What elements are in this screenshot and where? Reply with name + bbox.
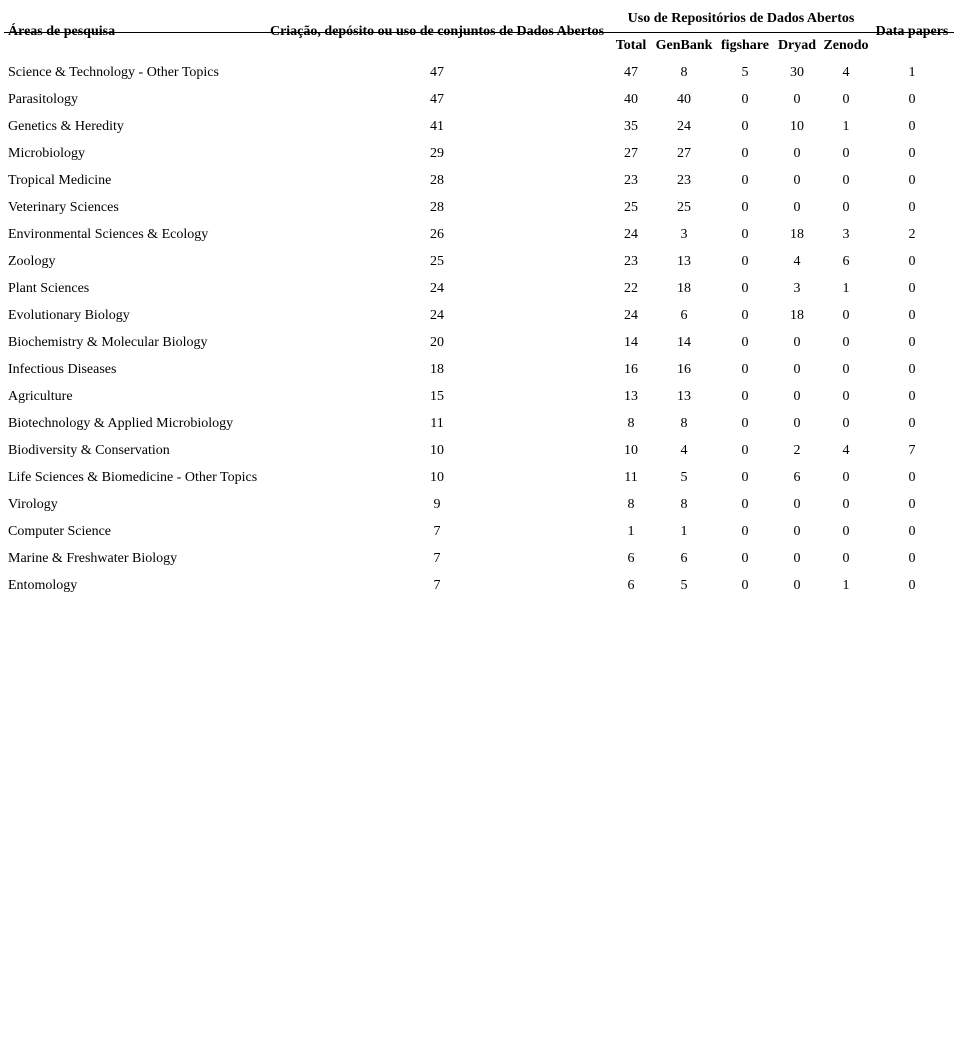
cell-figshare: 0 <box>741 173 749 188</box>
cell-data-papers: 0 <box>908 281 916 296</box>
cell-creation: 24 <box>430 308 444 323</box>
header-areas: Áreas de pesquisa <box>8 24 116 39</box>
cell-zenodo: 0 <box>842 146 850 161</box>
cell-figshare: 0 <box>741 470 749 485</box>
cell-dryad: 0 <box>793 497 801 512</box>
cell-dryad: 4 <box>793 254 801 269</box>
cell-data-papers: 0 <box>908 362 916 377</box>
cell-creation: 15 <box>430 389 444 404</box>
cell-creation: 41 <box>430 119 444 134</box>
table-row <box>0 200 957 227</box>
cell-figshare: 0 <box>741 416 749 431</box>
cell-area: Life Sciences & Biomedicine - Other Topics <box>8 470 258 485</box>
cell-zenodo: 1 <box>842 119 850 134</box>
cell-creation: 18 <box>430 362 444 377</box>
cell-figshare: 0 <box>741 227 749 242</box>
cell-dryad: 0 <box>793 200 801 215</box>
cell-area: Agriculture <box>8 389 73 404</box>
cell-data-papers: 0 <box>908 389 916 404</box>
cell-dryad: 0 <box>793 524 801 539</box>
cell-genbank: 1 <box>680 524 688 539</box>
cell-creation: 9 <box>433 497 441 512</box>
cell-creation: 10 <box>430 443 444 458</box>
cell-area: Biochemistry & Molecular Biology <box>8 335 208 350</box>
cell-data-papers: 0 <box>908 173 916 188</box>
cell-data-papers: 0 <box>908 551 916 566</box>
cell-total: 14 <box>624 335 638 350</box>
cell-area: Tropical Medicine <box>8 173 112 188</box>
cell-dryad: 0 <box>793 578 801 593</box>
cell-total: 24 <box>624 308 638 323</box>
cell-genbank: 8 <box>680 416 688 431</box>
cell-dryad: 10 <box>790 119 804 134</box>
cell-data-papers: 1 <box>908 65 916 80</box>
cell-total: 25 <box>624 200 638 215</box>
cell-genbank: 6 <box>680 551 688 566</box>
cell-creation: 47 <box>430 92 444 107</box>
header-zenodo: Zenodo <box>823 38 869 53</box>
cell-figshare: 0 <box>741 92 749 107</box>
cell-data-papers: 0 <box>908 470 916 485</box>
cell-zenodo: 0 <box>842 389 850 404</box>
cell-area: Parasitology <box>8 92 78 107</box>
cell-dryad: 0 <box>793 551 801 566</box>
cell-figshare: 0 <box>741 389 749 404</box>
cell-figshare: 0 <box>741 362 749 377</box>
cell-dryad: 3 <box>793 281 801 296</box>
cell-area: Zoology <box>8 254 56 269</box>
cell-figshare: 0 <box>741 578 749 593</box>
cell-genbank: 13 <box>677 389 691 404</box>
cell-genbank: 40 <box>677 92 691 107</box>
table-row <box>0 308 957 335</box>
cell-figshare: 0 <box>741 281 749 296</box>
cell-figshare: 0 <box>741 443 749 458</box>
cell-area: Entomology <box>8 578 78 593</box>
cell-area: Microbiology <box>8 146 85 161</box>
cell-zenodo: 4 <box>842 443 850 458</box>
header-repos-group: Uso de Repositórios de Dados Abertos <box>627 11 855 26</box>
cell-zenodo: 0 <box>842 173 850 188</box>
cell-creation: 28 <box>430 173 444 188</box>
cell-data-papers: 2 <box>908 227 916 242</box>
table-row <box>0 524 957 551</box>
cell-creation: 26 <box>430 227 444 242</box>
cell-area: Infectious Diseases <box>8 362 117 377</box>
cell-genbank: 27 <box>677 146 691 161</box>
cell-figshare: 0 <box>741 146 749 161</box>
cell-genbank: 4 <box>680 443 688 458</box>
cell-creation: 7 <box>433 524 441 539</box>
cell-total: 40 <box>624 92 638 107</box>
header-rule <box>4 32 954 33</box>
cell-dryad: 0 <box>793 389 801 404</box>
cell-total: 6 <box>627 551 635 566</box>
cell-total: 1 <box>627 524 635 539</box>
cell-total: 16 <box>624 362 638 377</box>
cell-dryad: 18 <box>790 227 804 242</box>
cell-total: 10 <box>624 443 638 458</box>
cell-creation: 7 <box>433 551 441 566</box>
cell-data-papers: 0 <box>908 146 916 161</box>
cell-zenodo: 0 <box>842 524 850 539</box>
cell-zenodo: 0 <box>842 200 850 215</box>
cell-genbank: 18 <box>677 281 691 296</box>
cell-figshare: 0 <box>741 524 749 539</box>
cell-creation: 20 <box>430 335 444 350</box>
cell-creation: 11 <box>430 416 444 431</box>
cell-figshare: 0 <box>741 551 749 566</box>
cell-data-papers: 0 <box>908 200 916 215</box>
cell-area: Evolutionary Biology <box>8 308 130 323</box>
cell-creation: 25 <box>430 254 444 269</box>
cell-figshare: 0 <box>741 497 749 512</box>
cell-data-papers: 0 <box>908 335 916 350</box>
cell-total: 47 <box>624 65 638 80</box>
cell-genbank: 6 <box>680 308 688 323</box>
table-row <box>0 362 957 389</box>
cell-zenodo: 4 <box>842 65 850 80</box>
cell-dryad: 6 <box>793 470 801 485</box>
cell-genbank: 14 <box>677 335 691 350</box>
header-genbank: GenBank <box>655 38 713 53</box>
cell-creation: 7 <box>433 578 441 593</box>
table-row <box>0 254 957 281</box>
table-row <box>0 227 957 254</box>
cell-genbank: 23 <box>677 173 691 188</box>
table-row <box>0 551 957 578</box>
cell-total: 23 <box>624 173 638 188</box>
cell-creation: 10 <box>430 470 444 485</box>
cell-total: 23 <box>624 254 638 269</box>
cell-zenodo: 3 <box>842 227 850 242</box>
cell-figshare: 0 <box>741 335 749 350</box>
cell-genbank: 13 <box>677 254 691 269</box>
cell-total: 8 <box>627 497 635 512</box>
table-row <box>0 416 957 443</box>
header-total: Total <box>615 38 647 53</box>
cell-area: Marine & Freshwater Biology <box>8 551 178 566</box>
table-row <box>0 389 957 416</box>
cell-creation: 47 <box>430 65 444 80</box>
cell-data-papers: 0 <box>908 497 916 512</box>
cell-zenodo: 1 <box>842 281 850 296</box>
cell-zenodo: 0 <box>842 416 850 431</box>
table-row <box>0 173 957 200</box>
cell-total: 6 <box>627 578 635 593</box>
table-row <box>0 578 957 605</box>
cell-dryad: 0 <box>793 92 801 107</box>
cell-area: Plant Sciences <box>8 281 90 296</box>
cell-total: 27 <box>624 146 638 161</box>
cell-creation: 24 <box>430 281 444 296</box>
header-figshare: figshare <box>721 38 769 53</box>
cell-zenodo: 0 <box>842 308 850 323</box>
cell-total: 35 <box>624 119 638 134</box>
cell-genbank: 25 <box>677 200 691 215</box>
cell-dryad: 30 <box>790 65 804 80</box>
cell-figshare: 0 <box>741 119 749 134</box>
cell-data-papers: 7 <box>908 443 916 458</box>
cell-zenodo: 0 <box>842 92 850 107</box>
table-row <box>0 146 957 173</box>
cell-data-papers: 0 <box>908 254 916 269</box>
cell-data-papers: 0 <box>908 578 916 593</box>
cell-zenodo: 0 <box>842 470 850 485</box>
cell-genbank: 8 <box>680 497 688 512</box>
cell-zenodo: 1 <box>842 578 850 593</box>
table-row <box>0 497 957 524</box>
cell-total: 13 <box>624 389 638 404</box>
table-row <box>0 470 957 497</box>
cell-zenodo: 6 <box>842 254 850 269</box>
table-row <box>0 92 957 119</box>
cell-area: Genetics & Heredity <box>8 119 124 134</box>
cell-area: Environmental Sciences & Ecology <box>8 227 209 242</box>
cell-total: 24 <box>624 227 638 242</box>
cell-zenodo: 0 <box>842 497 850 512</box>
table-row <box>0 443 957 470</box>
cell-zenodo: 0 <box>842 551 850 566</box>
cell-total: 22 <box>624 281 638 296</box>
table-row <box>0 119 957 146</box>
cell-zenodo: 0 <box>842 335 850 350</box>
cell-genbank: 5 <box>680 470 688 485</box>
cell-genbank: 3 <box>680 227 688 242</box>
table-row <box>0 281 957 308</box>
cell-total: 11 <box>624 470 638 485</box>
cell-area: Virology <box>8 497 58 512</box>
cell-genbank: 5 <box>680 578 688 593</box>
cell-dryad: 0 <box>793 362 801 377</box>
cell-figshare: 5 <box>741 65 749 80</box>
cell-zenodo: 0 <box>842 362 850 377</box>
header-dryad: Dryad <box>777 38 817 53</box>
cell-dryad: 0 <box>793 173 801 188</box>
cell-data-papers: 0 <box>908 524 916 539</box>
cell-area: Biotechnology & Applied Microbiology <box>8 416 234 431</box>
cell-dryad: 18 <box>790 308 804 323</box>
cell-figshare: 0 <box>741 254 749 269</box>
cell-dryad: 0 <box>793 416 801 431</box>
cell-dryad: 0 <box>793 335 801 350</box>
cell-area: Biodiversity & Conservation <box>8 443 170 458</box>
cell-genbank: 8 <box>680 65 688 80</box>
cell-genbank: 24 <box>677 119 691 134</box>
cell-data-papers: 0 <box>908 92 916 107</box>
cell-figshare: 0 <box>741 308 749 323</box>
cell-creation: 28 <box>430 200 444 215</box>
cell-area: Science & Technology - Other Topics <box>8 65 219 80</box>
cell-area: Veterinary Sciences <box>8 200 119 215</box>
header-creation: Criação, depósito ou uso de conjuntos de Dados Abertos <box>269 24 605 39</box>
header-data-papers: Data papers <box>875 24 949 39</box>
table-row <box>0 65 957 92</box>
cell-creation: 29 <box>430 146 444 161</box>
cell-data-papers: 0 <box>908 416 916 431</box>
cell-figshare: 0 <box>741 200 749 215</box>
cell-genbank: 16 <box>677 362 691 377</box>
cell-dryad: 0 <box>793 146 801 161</box>
cell-data-papers: 0 <box>908 308 916 323</box>
cell-dryad: 2 <box>793 443 801 458</box>
cell-total: 8 <box>627 416 635 431</box>
cell-data-papers: 0 <box>908 119 916 134</box>
cell-area: Computer Science <box>8 524 112 539</box>
table-row <box>0 335 957 362</box>
